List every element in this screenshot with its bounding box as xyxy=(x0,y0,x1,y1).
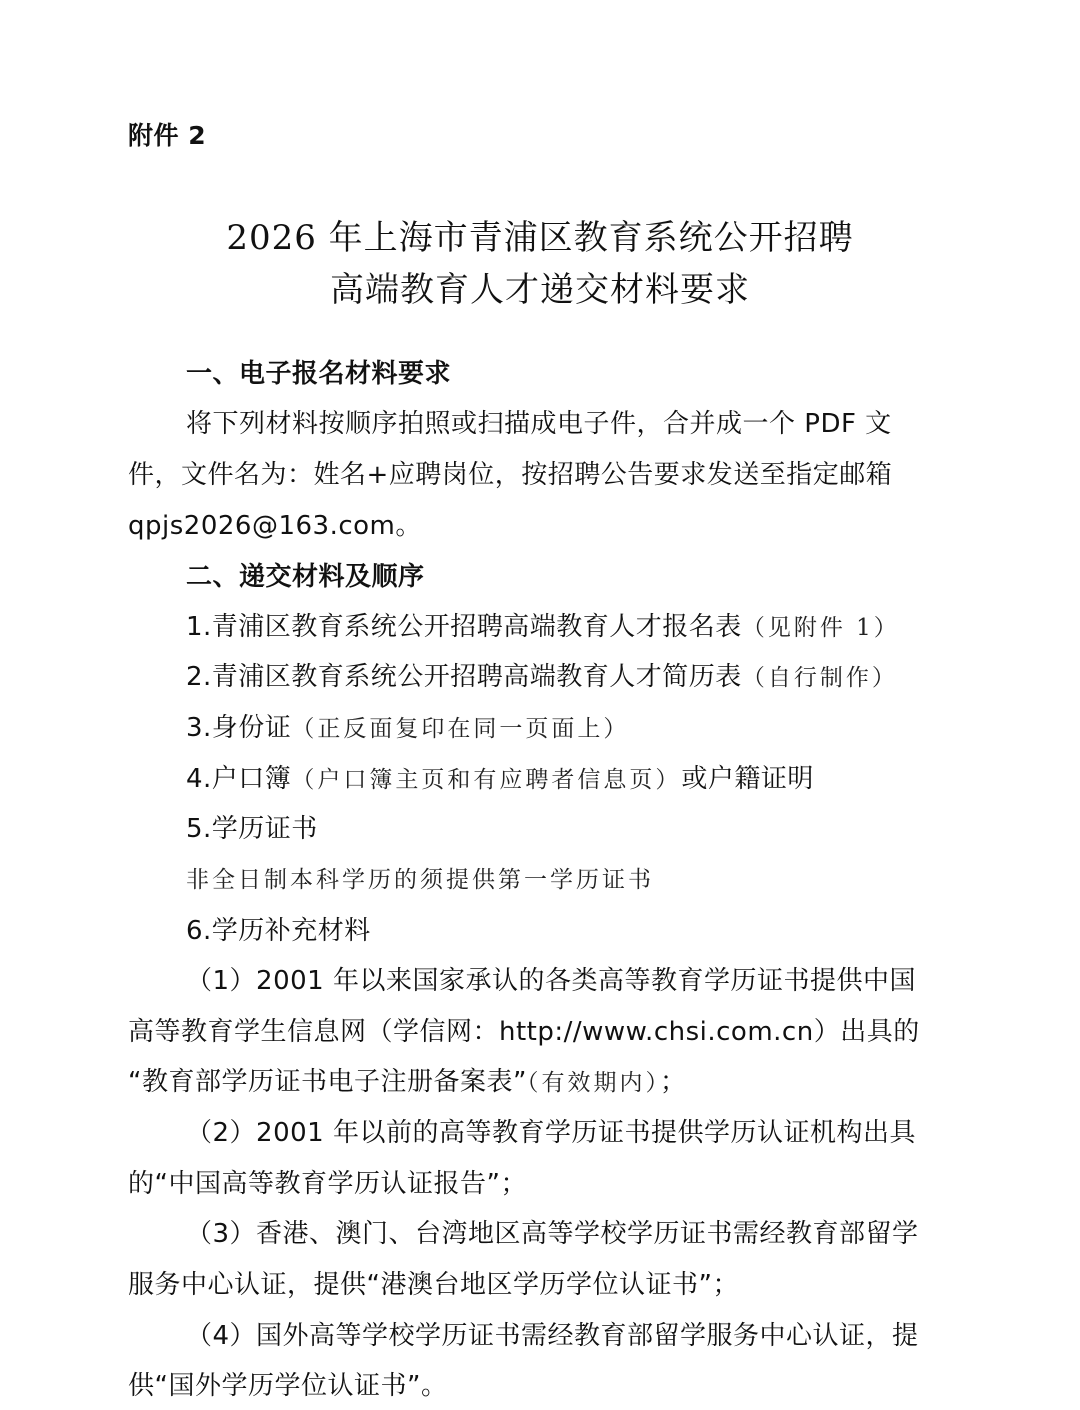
paragraph-line: 高等教育学生信息网（学信网：http://www.chsi.com.cn）出具的 xyxy=(128,1017,920,1047)
section-1-paragraph-line: qpjs2026@163.com。 xyxy=(128,511,422,541)
list-item xyxy=(186,609,978,646)
document-title-line-1: 2026 年上海市青浦区教育系统公开招聘 xyxy=(226,218,854,258)
section-1-paragraph-line: 件，文件名为：姓名+应聘岗位，按招聘公告要求发送至指定邮箱 xyxy=(128,460,893,490)
paragraph-line: （2）2001 年以前的高等教育学历证书提供学历认证机构出具 xyxy=(186,1118,916,1148)
list-item-text: 1.青浦区教育系统公开招聘高端教育人才报名表 xyxy=(186,612,742,642)
paragraph-note: （有效期内） xyxy=(526,1070,660,1096)
list-item-note: （自行制作） xyxy=(741,665,898,691)
paragraph-line: （1）2001 年以来国家承认的各类高等教育学历证书提供中国 xyxy=(186,966,916,996)
list-item xyxy=(186,811,978,847)
paragraph-line: 供“国外学历学位认证书”。 xyxy=(128,1371,448,1401)
paragraph-line: （3）香港、澳门、台湾地区高等学校学历证书需经教育部留学 xyxy=(186,1219,919,1249)
section-1-heading: 一、电子报名材料要求 xyxy=(186,359,452,389)
paragraph-text: “教育部学历证书电子注册备案表” xyxy=(128,1067,527,1097)
section-1-paragraph-line: 将下列材料按顺序拍照或扫描成电子件，合并成一个 PDF 文 xyxy=(186,409,892,439)
item-5-note: 非全日制本科学历的须提供第一学历证书 xyxy=(186,867,654,893)
document-title-line-2: 高端教育人才递交材料要求 xyxy=(330,270,750,310)
list-item-tail: 或户籍证明 xyxy=(681,764,814,794)
section-2-heading: 二、递交材料及顺序 xyxy=(186,562,425,592)
list-item-text: 2.青浦区教育系统公开招聘高端教育人才简历表 xyxy=(186,662,742,692)
paragraph-tail: ； xyxy=(659,1067,687,1097)
list-item-note: （户口簿主页和有应聘者信息页） xyxy=(291,767,682,793)
paragraph-line: 服务中心认证，提供“港澳台地区学历学位认证书”； xyxy=(128,1270,739,1300)
list-item-text: 3.身份证 xyxy=(186,713,292,743)
paragraph-line: 的“中国高等教育学历认证报告”； xyxy=(128,1169,527,1199)
list-item-text: 5.学历证书 xyxy=(186,814,318,844)
item-6-heading: 6.学历补充材料 xyxy=(186,916,371,946)
list-item xyxy=(186,710,978,747)
list-item-note: （见附件 1） xyxy=(741,615,900,641)
paragraph-line: （4）国外高等学校学历证书需经教育部留学服务中心认证，提 xyxy=(186,1321,919,1351)
list-item-note: （正反面复印在同一页面上） xyxy=(291,716,630,742)
list-item xyxy=(186,659,978,696)
list-item xyxy=(186,761,978,798)
attachment-label: 附件 2 xyxy=(128,121,207,150)
list-item-text: 4.户口簿 xyxy=(186,764,292,794)
paragraph-line xyxy=(128,1064,978,1101)
